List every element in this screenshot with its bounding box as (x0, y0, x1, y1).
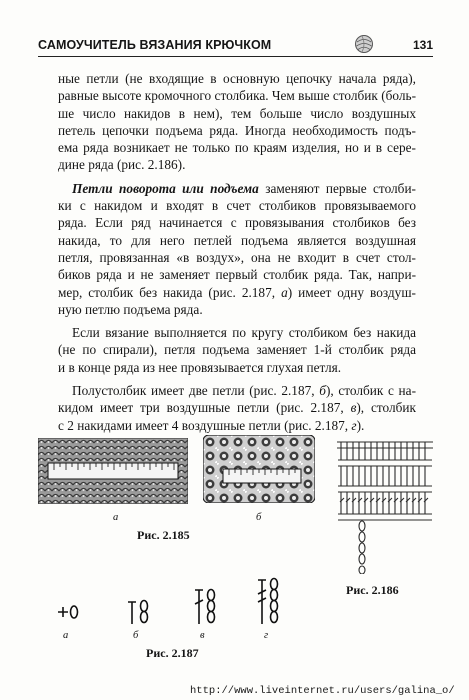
text-line: дине ряда (рис. 2.186). (58, 157, 186, 173)
text-line (58, 417, 416, 434)
text-line: ряда. Если ряд начинается с провязывания столбиков без (58, 215, 416, 231)
text-run: заменяют первые столби- (258, 180, 416, 196)
text-line: накида, то для него петлей подъема является воздушная (58, 232, 416, 248)
figure-caption-186: Рис. 2.186 (346, 583, 399, 597)
paragraph-1 (58, 70, 416, 174)
text-line: ные петли (не входящие в основную цепочку начала ряда), (58, 71, 416, 86)
source-url-watermark: http://www.liveinternet.ru/users/galina_o/ (190, 685, 455, 697)
figure-ref-letter: г (351, 417, 357, 433)
figure-caption-185: Рис. 2.185 (137, 528, 190, 542)
figure-ref-letter: в (350, 400, 357, 416)
book-title: САМОУЧИТЕЛЬ ВЯЗАНИЯ КРЮЧКОМ (38, 38, 272, 52)
text-line: петля, провязанная «в воздух», она не входит в счет стол- (58, 249, 416, 265)
header-rule (38, 56, 433, 57)
figure-sublabel: в (200, 630, 205, 641)
knit-swatch-photo-a (38, 438, 188, 504)
text-run: мер, столбик без накида (рис. 2.187, (58, 284, 282, 300)
text-line: Если вязание выполняется по кругу столбиком без накида (72, 325, 416, 341)
text-run: с 2 накидами имеет 4 воздушные петли (рис. 2.187, (58, 417, 352, 433)
figure-sublabel: г (264, 630, 269, 641)
figure-ref-letter: а (281, 284, 288, 300)
figure-sublabel: а (63, 630, 69, 641)
figure-sublabel: б (256, 512, 262, 523)
text-line: и в конце ряда из нее провязывается глухая петля. (58, 359, 342, 375)
text-line (58, 180, 416, 197)
running-header (38, 36, 433, 58)
text-line: равные высоте кромочного столбика. Чем выше столбик (боль- (58, 88, 416, 104)
figure-sublabel: б (133, 630, 139, 641)
text-run: кидом имеет три воздушные петли (рис. 2.187, (58, 400, 351, 416)
figure-caption-187: Рис. 2.187 (146, 646, 199, 660)
text-line (58, 399, 416, 416)
paragraph-4 (58, 382, 416, 434)
text-line: петель цепочки подъема ряда. Иногда необходимость подъ- (58, 122, 416, 138)
text-run: Полустолбик имеет две петли (рис. 2.187, (72, 383, 320, 399)
figure-ref-letter: б (319, 383, 326, 399)
crochet-ball-icon (354, 34, 374, 54)
stitch-chart-turning-chains (335, 434, 435, 574)
text-run: ) имеет одну воздуш- (287, 284, 416, 300)
figure-sublabel: а (113, 512, 119, 523)
stitch-symbols-chart (55, 562, 285, 624)
text-line: ше число накидов в нем), тем больше число воздушных (58, 105, 416, 121)
text-line: биков ряда и не заменяет первый столбик ряда. Так, напри- (58, 267, 416, 283)
term-emphasis: Петли поворота или подъема (72, 180, 259, 196)
text-run: ), столбик с на- (325, 383, 417, 399)
text-run: ), столбик (356, 400, 416, 416)
lace-swatch-photo-b (203, 435, 315, 503)
body-text (58, 70, 416, 440)
text-line (58, 284, 416, 301)
paragraph-2 (58, 180, 416, 318)
text-run: ). (356, 417, 365, 433)
text-line: ки с накидом и входят в счет столбиков провязываемого (58, 198, 416, 214)
text-line (58, 382, 416, 399)
text-line: (не по спирали), петля подъема заменяет 1-й столбик ряда (58, 342, 416, 358)
page-number: 131 (412, 38, 433, 52)
paragraph-3 (58, 324, 416, 376)
text-line: ную петлю подъема ряда. (58, 301, 203, 317)
text-line: ема ряда возникает не только по краям изделия, но и в сере- (58, 140, 416, 156)
